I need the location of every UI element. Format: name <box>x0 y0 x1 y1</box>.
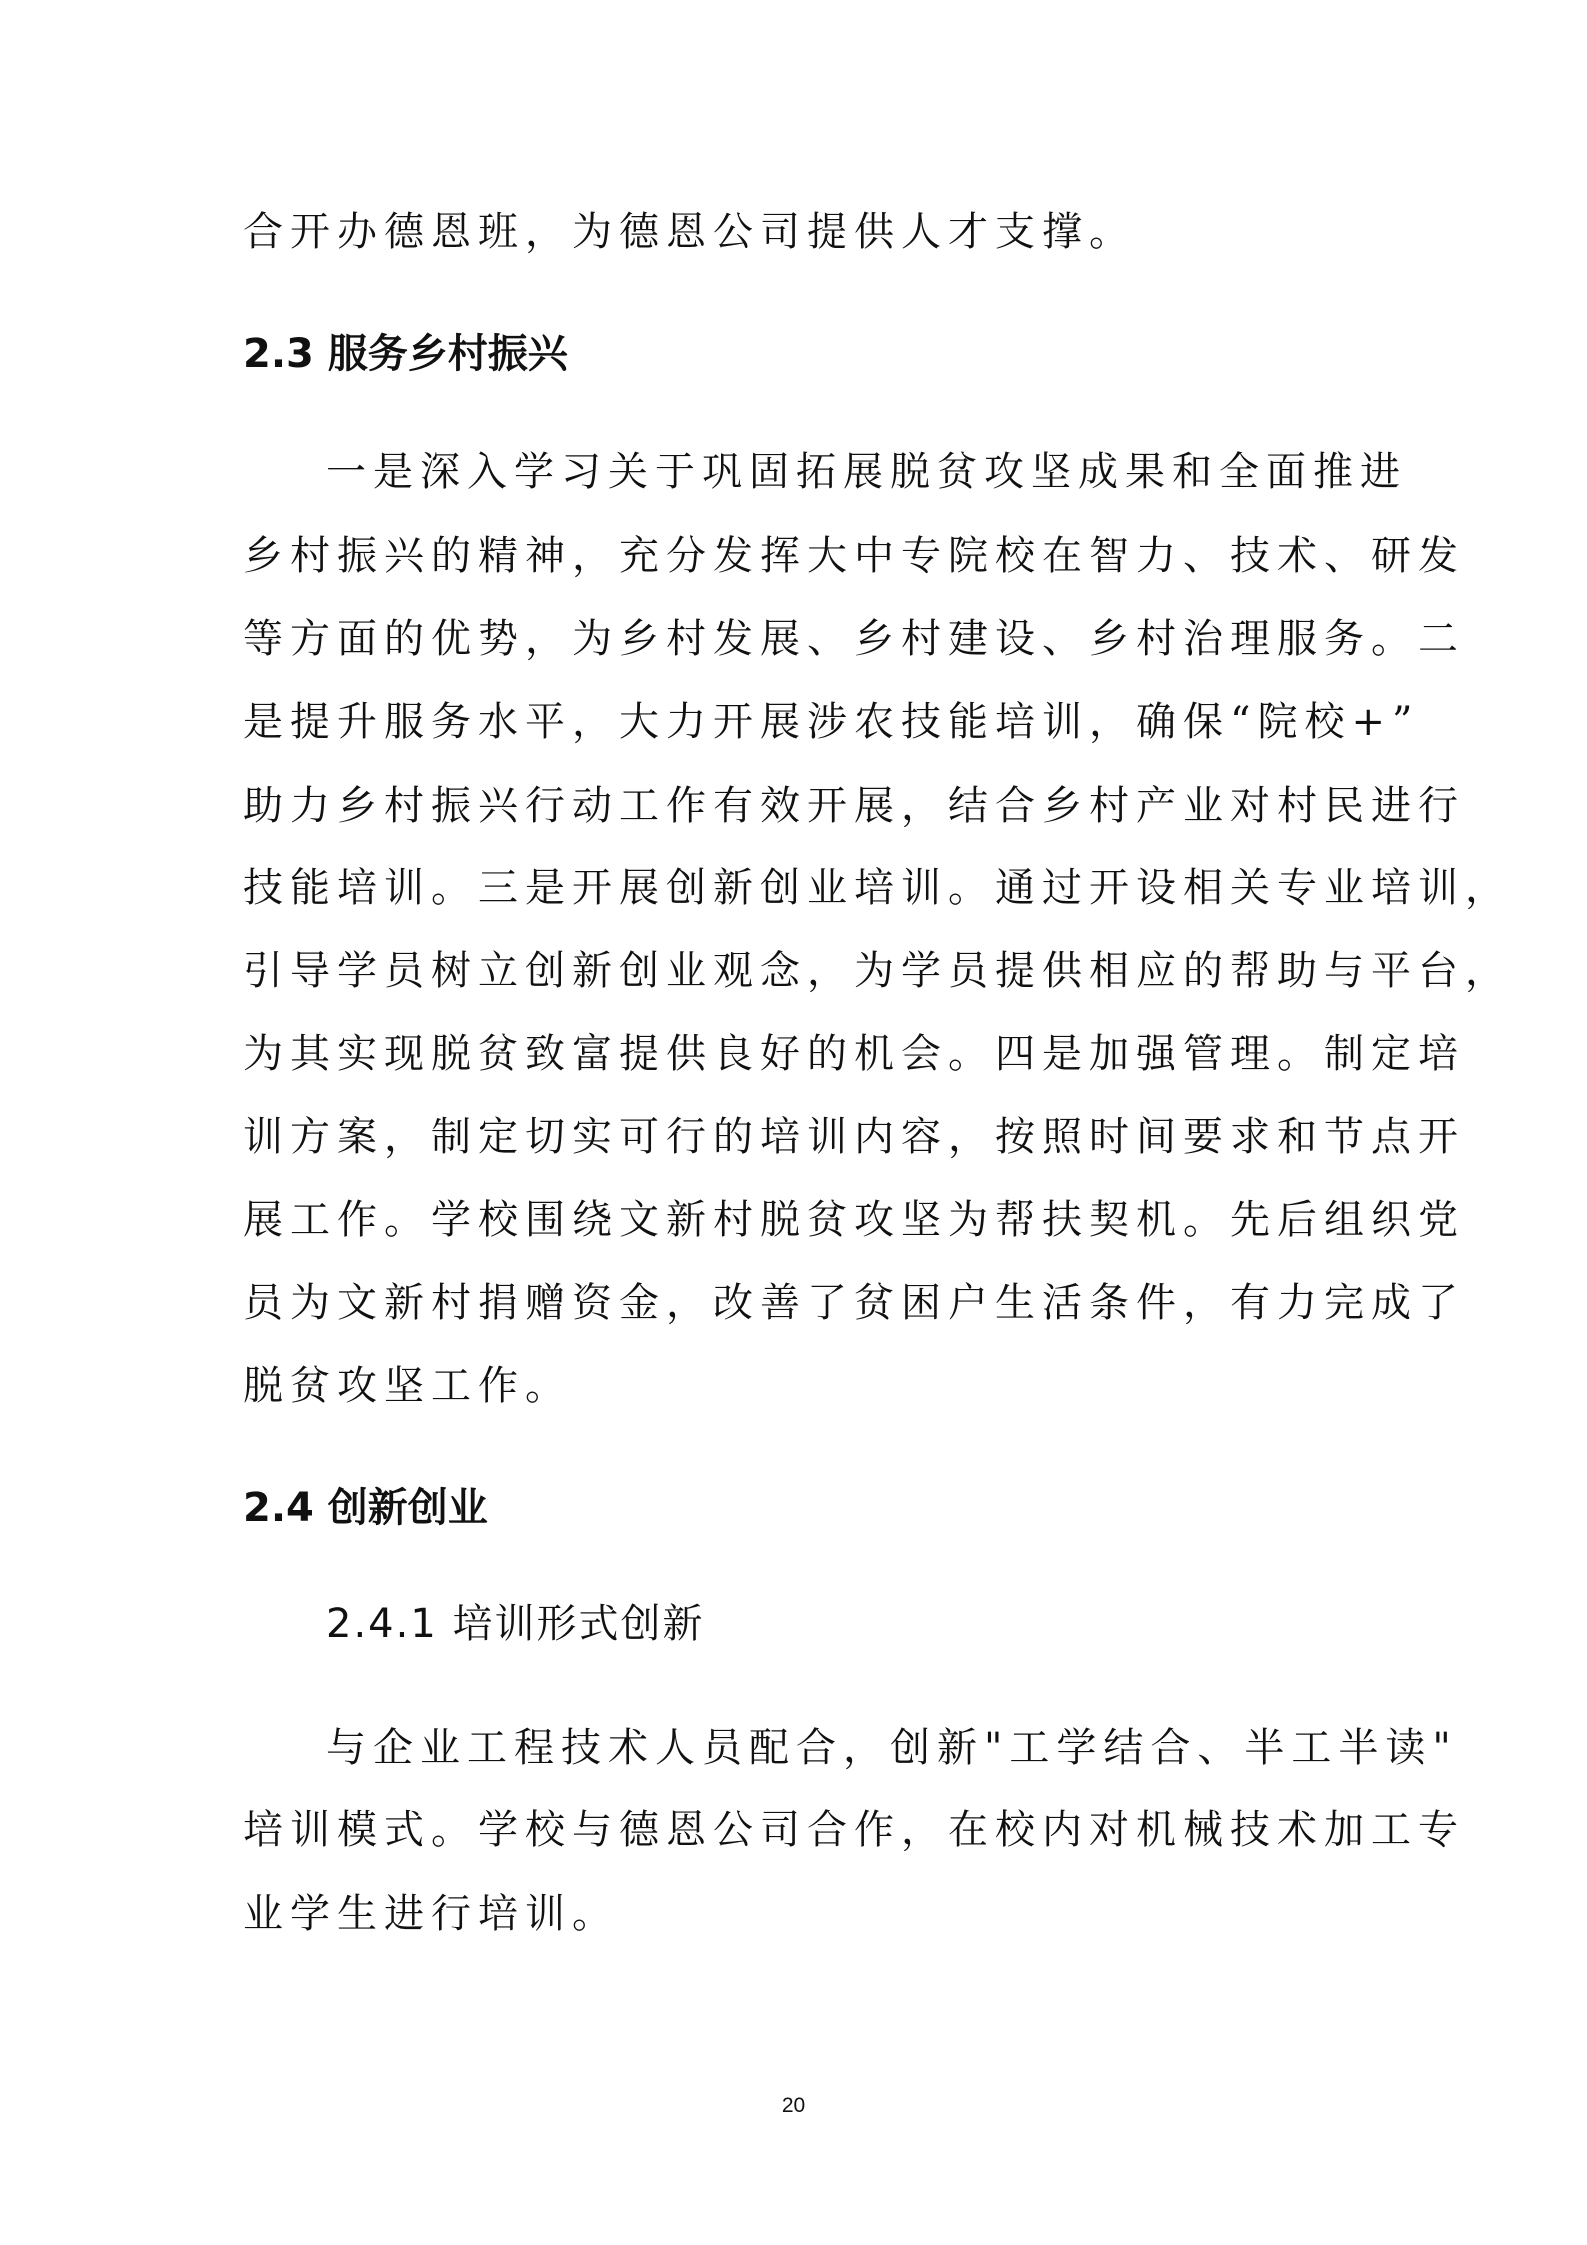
paragraph-line: 为其实现脱贫致富提供良好的机会。四是加强管理。制定培 <box>243 1031 1465 1077</box>
section-heading-2-3: 2.3 服务乡村振兴 <box>243 331 568 377</box>
paragraph-line: 乡村振兴的精神，充分发挥大中专院校在智力、技术、研发 <box>243 533 1465 579</box>
paragraph-line: 引导学员树立创新创业观念，为学员提供相应的帮助与平台， <box>243 948 1512 994</box>
page-number: 20 <box>781 2094 806 2117</box>
section-heading-2-4: 2.4 创新创业 <box>243 1485 488 1531</box>
paragraph-line: 训方案，制定切实可行的培训内容，按照时间要求和节点开 <box>243 1114 1465 1160</box>
paragraph-line: 脱贫攻坚工作。 <box>243 1363 572 1409</box>
paragraph-line: 等方面的优势，为乡村发展、乡村建设、乡村治理服务。二 <box>243 616 1465 662</box>
paragraph-line: 一是深入学习关于巩固拓展脱贫攻坚成果和全面推进 <box>326 449 1407 495</box>
paragraph-line: 员为文新村捐赠资金，改善了贫困户生活条件，有力完成了 <box>243 1280 1465 1326</box>
subsection-heading-2-4-1: 2.4.1 培训形式创新 <box>326 1601 705 1647</box>
paragraph-line: 培训模式。学校与德恩公司合作，在校内对机械技术加工专 <box>243 1807 1465 1853</box>
intro-line-1: 合开办德恩班，为德恩公司提供人才支撑。 <box>243 209 1136 255</box>
paragraph-line: 技能培训。三是开展创新创业培训。通过开设相关专业培训， <box>243 865 1512 911</box>
paragraph-line: 展工作。学校围绕文新村脱贫攻坚为帮扶契机。先后组织党 <box>243 1197 1465 1243</box>
paragraph-line: 助力乡村振兴行动工作有效开展，结合乡村产业对村民进行 <box>243 783 1465 829</box>
paragraph-line: 是提升服务水平，大力开展涉农技能培训，确保“院校+” <box>243 699 1420 745</box>
paragraph-line: 业学生进行培训。 <box>243 1891 619 1937</box>
paragraph-line: 与企业工程技术人员配合，创新"工学结合、半工半读" <box>326 1725 1458 1771</box>
